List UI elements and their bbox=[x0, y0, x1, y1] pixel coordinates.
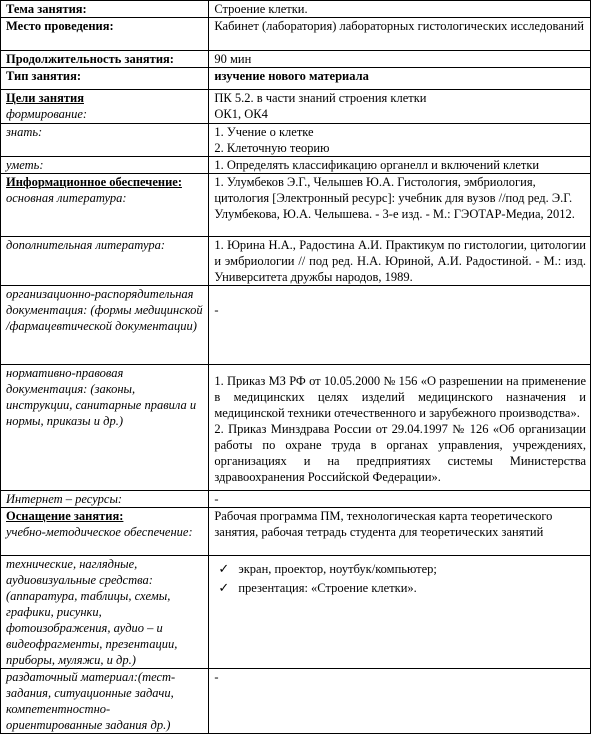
value-info: 1. Улумбеков Э.Г., Челышев Ю.А. Гистология, эмбриология, цитология [Электронный ресурс]: учебник для вузов //под ред. Э.Г. Улумбекова, Ю.А. Челышева. - 3-е изд. - М.: ГЭОТАР-Медиа, 2012. bbox=[209, 174, 591, 237]
goals-value-1: ПК 5.2. в части знаний строения клетки bbox=[214, 91, 427, 105]
label-org-docs: организационно-распорядительная документация: (формы медицинской /фармацевтической документации) bbox=[1, 286, 209, 365]
value-norm-docs bbox=[209, 365, 591, 491]
table-row-tech bbox=[1, 556, 591, 669]
goals-heading: Цели занятия bbox=[6, 91, 84, 105]
label-info bbox=[1, 174, 209, 237]
know-value-2: 2. Клеточную теорию bbox=[214, 141, 330, 155]
label-extra-lit: дополнительная литература: bbox=[1, 237, 209, 286]
tech-list bbox=[214, 560, 586, 598]
table-row-lesson-type bbox=[1, 68, 591, 90]
know-value-1: 1. Учение о клетке bbox=[214, 125, 314, 139]
label-handout: раздаточный материал:(тест-задания, ситуационные задачи, компетентностно-ориентированные задания др.) bbox=[1, 669, 209, 734]
table-row-org-docs bbox=[1, 286, 591, 365]
table-row-topic bbox=[1, 1, 591, 18]
value-equipment: Рабочая программа ПМ, технологическая карта теоретического занятия, рабочая тетрадь студента для теоретических занятий bbox=[209, 508, 591, 556]
value-goals bbox=[209, 90, 591, 124]
value-extra-lit: 1. Юрина Н.А., Радостина А.И. Практикум по гистологии, цитологии и эмбриологии // под ред. Н.А. Юриной, А.И. Радостиной. - М.: изд. Университета дружбы народов, 1989. bbox=[209, 237, 591, 286]
table-row-info bbox=[1, 174, 591, 237]
label-able: уметь: bbox=[1, 157, 209, 174]
value-tech bbox=[209, 556, 591, 669]
table-row-norm-docs bbox=[1, 365, 591, 491]
table-row-equipment bbox=[1, 508, 591, 556]
table-row-know bbox=[1, 124, 591, 157]
label-know: знать: bbox=[1, 124, 209, 157]
label-tech: технические, наглядные, аудиовизуальные средства: (аппаратура, таблицы, схемы, графики, рисунки, фотоизображения, аудио – и видеофрагменты, презентации, приборы, муляжи, и др.) bbox=[1, 556, 209, 669]
table-row-extra-lit bbox=[1, 237, 591, 286]
table-row-venue bbox=[1, 18, 591, 51]
checkmark-icon: ✓ bbox=[218, 562, 230, 577]
label-goals bbox=[1, 90, 209, 124]
equipment-heading: Оснащение занятия: bbox=[6, 509, 124, 523]
goals-value-2: ОК1, ОК4 bbox=[214, 107, 268, 121]
org-docs-dash: - bbox=[214, 303, 219, 317]
tech-item-2: презентация: «Строение клетки». bbox=[238, 581, 417, 595]
list-item bbox=[214, 560, 586, 579]
value-duration: 90 мин bbox=[209, 51, 591, 68]
value-topic: Строение клетки. bbox=[209, 1, 591, 18]
info-subheading: основная литература: bbox=[6, 191, 127, 205]
value-able: 1. Определять классификацию органелл и включений клетки bbox=[209, 157, 591, 174]
list-item bbox=[214, 579, 586, 598]
norm-docs-value-2: 2. Приказ Минздрава России от 29.04.1997 № 126 «Об организации работы по охране труда в органах управления, учреждениях, организациях и на предприятиях системы Министерства здравоохранения Российской Федерации». bbox=[214, 422, 586, 484]
label-topic: Тема занятия: bbox=[1, 1, 209, 18]
table-row-internet bbox=[1, 491, 591, 508]
value-lesson-type: изучение нового материала bbox=[209, 68, 591, 90]
norm-docs-value-1: 1. Приказ МЗ РФ от 10.05.2000 № 156 «О разрешении на применение в медицинских целях изделий медицинского назначения и медицинской техники отечественного и зарубежного производства». bbox=[214, 374, 586, 420]
table-row-duration bbox=[1, 51, 591, 68]
label-equipment bbox=[1, 508, 209, 556]
value-know bbox=[209, 124, 591, 157]
table-row-able bbox=[1, 157, 591, 174]
label-norm-docs: нормативно-правовая документация: (законы, инструкции, санитарные правила и нормы, приказы и др.) bbox=[1, 365, 209, 491]
label-internet: Интернет – ресурсы: bbox=[1, 491, 209, 508]
goals-subheading: формирование: bbox=[6, 107, 88, 121]
info-heading: Информационное обеспечение: bbox=[6, 175, 182, 189]
label-venue: Место проведения: bbox=[1, 18, 209, 51]
label-duration: Продолжительность занятия: bbox=[1, 51, 209, 68]
equipment-subheading: учебно-методическое обеспечение: bbox=[6, 525, 193, 539]
value-internet: - bbox=[209, 491, 591, 508]
checkmark-icon: ✓ bbox=[218, 581, 230, 596]
value-handout: - bbox=[209, 669, 591, 734]
tech-item-1: экран, проектор, ноутбук/компьютер; bbox=[238, 562, 437, 576]
label-lesson-type: Тип занятия: bbox=[1, 68, 209, 90]
value-venue: Кабинет (лаборатория) лабораторных гистологических исследований bbox=[209, 18, 591, 51]
table-row-goals bbox=[1, 90, 591, 124]
spacer bbox=[214, 365, 586, 373]
value-org-docs bbox=[209, 286, 591, 365]
table-row-handout bbox=[1, 669, 591, 734]
